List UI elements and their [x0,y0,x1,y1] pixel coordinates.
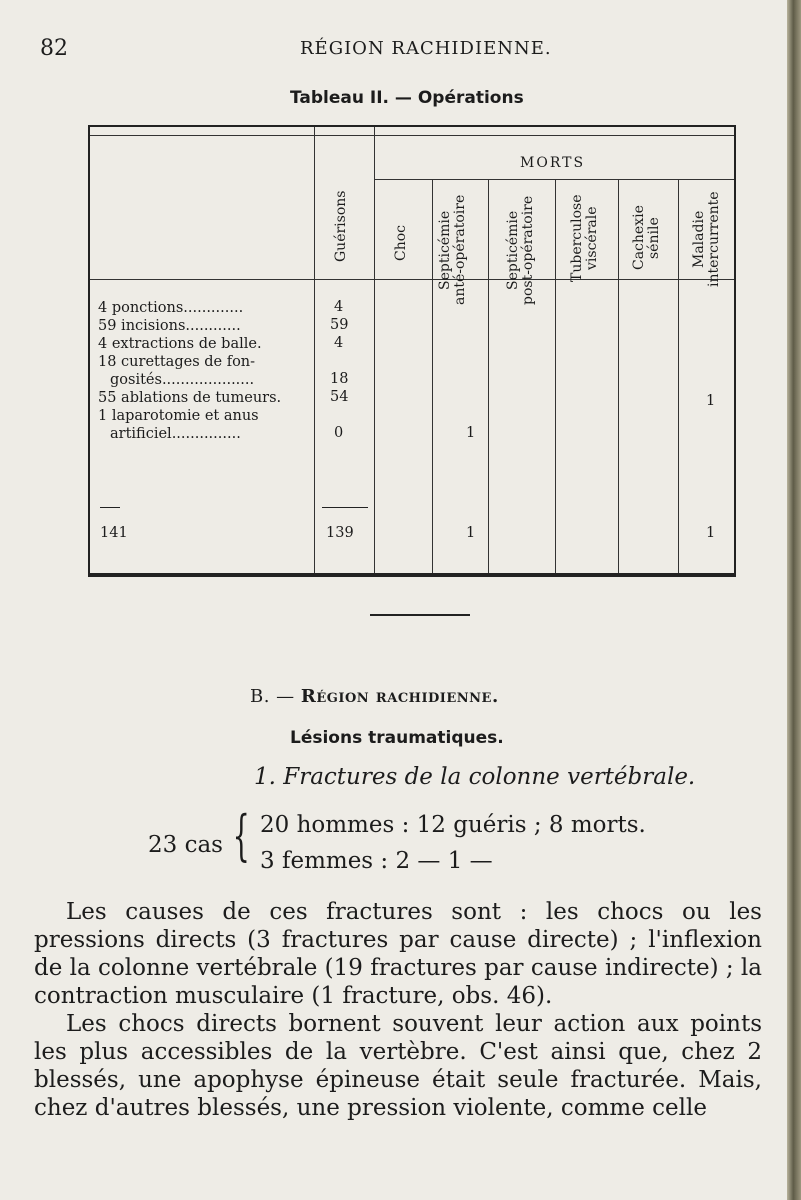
gueri-value: 0 [334,425,344,441]
running-title: RÉGION RACHIDIENNE. [300,38,552,59]
header-guerisons: Guérisons [333,190,349,262]
running-head [0,36,801,66]
sept-ante-value: 1 [466,425,476,441]
brace-glyph: { [232,804,250,867]
subsubheading: 1. Fractures de la colonne vertébrale. [254,764,696,790]
col-rule [432,179,433,573]
cases-summary [148,804,768,892]
section-letter: B. — [250,686,301,707]
total-rule [322,507,368,508]
total-label: 141 [100,525,128,541]
row-labels [98,299,281,443]
header-septicemie-post: Septicémie post-opératoire [505,195,536,305]
row-label: 18 curettages de fon- [98,354,256,370]
total-gueri: 139 [326,525,354,541]
cases-men: 20 hommes : 12 guéris ; 8 morts. [260,812,646,838]
operations-table [88,125,736,577]
cases-total: 23 cas [148,832,223,858]
header-tuberculose: Tuberculose viscérale [569,194,600,282]
separator-rule [370,614,470,616]
gueri-value: 4 [334,335,344,351]
page-edge-shadow [787,0,801,1200]
maladie-value: 1 [706,393,716,409]
gueri-value: 4 [334,299,344,315]
header-choc: Choc [393,225,409,261]
row-label: 59 incisions............ [98,318,241,334]
row-label: 55 ablations de tumeurs. [98,390,282,406]
col-rule [374,127,375,573]
col-rule [555,179,556,573]
header-cachexie: Cachexie sénile [631,205,662,271]
header-septicemie-ante: Septicémie anté-opératoire [437,194,468,306]
morts-rule [374,179,734,180]
row-label: gosités.................... [110,372,255,388]
body-text [34,898,762,1122]
row-label: 4 ponctions............. [98,300,244,316]
cases-women: 3 femmes : 2 — 1 — [260,848,493,874]
subheading: Lésions traumatiques. [290,728,504,748]
header-maladie: Maladie intercurrente [691,191,722,287]
section-title [250,686,499,707]
page-number: 82 [40,36,68,61]
col-rule [314,127,315,573]
total-rule [100,507,120,508]
col-rule [618,179,619,573]
paragraph: Les causes de ces fractures sont : les chocs ou les pressions directs (3 fractures par cause directe) ; l'inflexion de la colonne vertébrale (19 fractures par cause indirecte) ; la contraction musculaire (1 fracture, obs. 46). [34,899,762,1009]
row-label: artificiel............... [110,426,241,442]
paragraph: Les chocs directs bornent souvent leur action aux points les plus accessibles de la vertèbre. C'est ainsi que, chez 2 blessés, une apophyse épineuse était seule fracturée. Mais, chez d'autres blessés, une pression violente, comme celle [34,1011,762,1121]
col-rule [678,179,679,573]
gueri-value: 54 [330,389,349,405]
gueri-value: 59 [330,317,349,333]
total-maladie: 1 [706,525,716,541]
table-caption: Tableau II. — Opérations [290,88,524,108]
total-sept-ante: 1 [466,525,476,541]
col-rule [488,179,489,573]
gueri-value: 18 [330,371,349,387]
top-inner-rule [90,135,734,136]
section-name: Région rachidienne. [300,686,499,707]
row-label: 1 laparotomie et anus [98,408,259,424]
morts-header: MORTS [520,155,586,171]
row-label: 4 extractions de balle. [98,336,262,352]
